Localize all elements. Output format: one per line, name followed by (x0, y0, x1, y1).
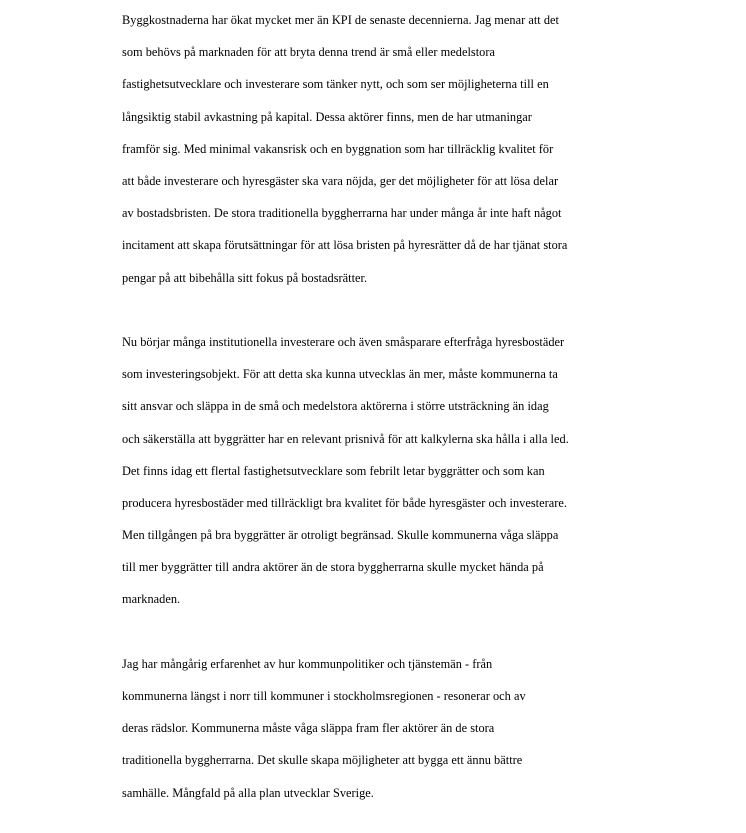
text-line: Nu börjar många institutionella investerare och även småsparare efterfråga hyresbostäder (122, 334, 565, 349)
text-line: långsiktig stabil avkastning på kapital. Dessa aktörer finns, men de har utmaningar (122, 109, 532, 124)
paragraph-3 (122, 640, 642, 817)
text-line: Det finns idag ett flertal fastighetsutvecklare som febrilt letar byggrätter och som kan (122, 463, 545, 478)
text-line: att både investerare och hyresgäster ska vara nöjda, ger det möjligheter för att lösa delar (122, 174, 559, 189)
text-line: och säkerställa att byggrätter har en relevant prisnivå för att kalkylerna ska hålla i alla led. (122, 431, 569, 446)
paragraph-2 (122, 318, 642, 624)
text-line: sitt ansvar och släppa in de små och medelstora aktörerna i större utsträckning än idag (122, 399, 549, 414)
text-line: marknaden. (122, 592, 181, 607)
text-line: traditionella byggherrarna. Det skulle skapa möjligheter att bygga ett ännu bättre (122, 753, 523, 768)
text-line: till mer byggrätter till andra aktörer än de stora byggherrarna skulle mycket hända på (122, 560, 544, 575)
text-line: Men tillgången på bra byggrätter är otroligt begränsad. Skulle kommunerna våga släppa (122, 528, 559, 543)
text-line: av bostadsbristen. De stora traditionella byggherrarna har under många år inte haft något (122, 206, 562, 221)
text-line: producera hyresbostäder med tillräckligt bra kvalitet för både hyresgäster och investerare. (122, 495, 567, 510)
paragraph-1 (122, 0, 642, 302)
text-line: framför sig. Med minimal vakansrisk och en byggnation som har tillräcklig kvalitet för (122, 141, 554, 156)
text-line: som investeringsobjekt. För att detta ska kunna utvecklas än mer, måste kommunerna ta (122, 367, 558, 382)
text-line: deras rädslor. Kommunerna måste våga släppa fram fler aktörer än de stora (122, 721, 495, 736)
text-line: fastighetsutvecklare och investerare som tänker nytt, och som ser möjligheterna till en (122, 77, 549, 92)
text-line: Jag har mångårig erfarenhet av hur kommunpolitiker och tjänstemän - från (122, 656, 493, 671)
text-line: kommunerna längst i norr till kommuner i stockholmsregionen - resonerar och av (122, 689, 526, 704)
text-line: incitament att skapa förutsättningar för att lösa bristen på hyresrätter då de har tjänat stora (122, 238, 568, 253)
text-line: samhälle. Mångfald på alla plan utvecklar Sverige. (122, 785, 374, 800)
text-line: Byggkostnaderna har ökat mycket mer än KPI de senaste decennierna. Jag menar att det (122, 13, 559, 28)
document-body (122, 0, 642, 833)
text-line: pengar på att bibehålla sitt fokus på bostadsrätter. (122, 270, 368, 285)
text-line: som behövs på marknaden för att bryta denna trend är små eller medelstora (122, 45, 496, 60)
